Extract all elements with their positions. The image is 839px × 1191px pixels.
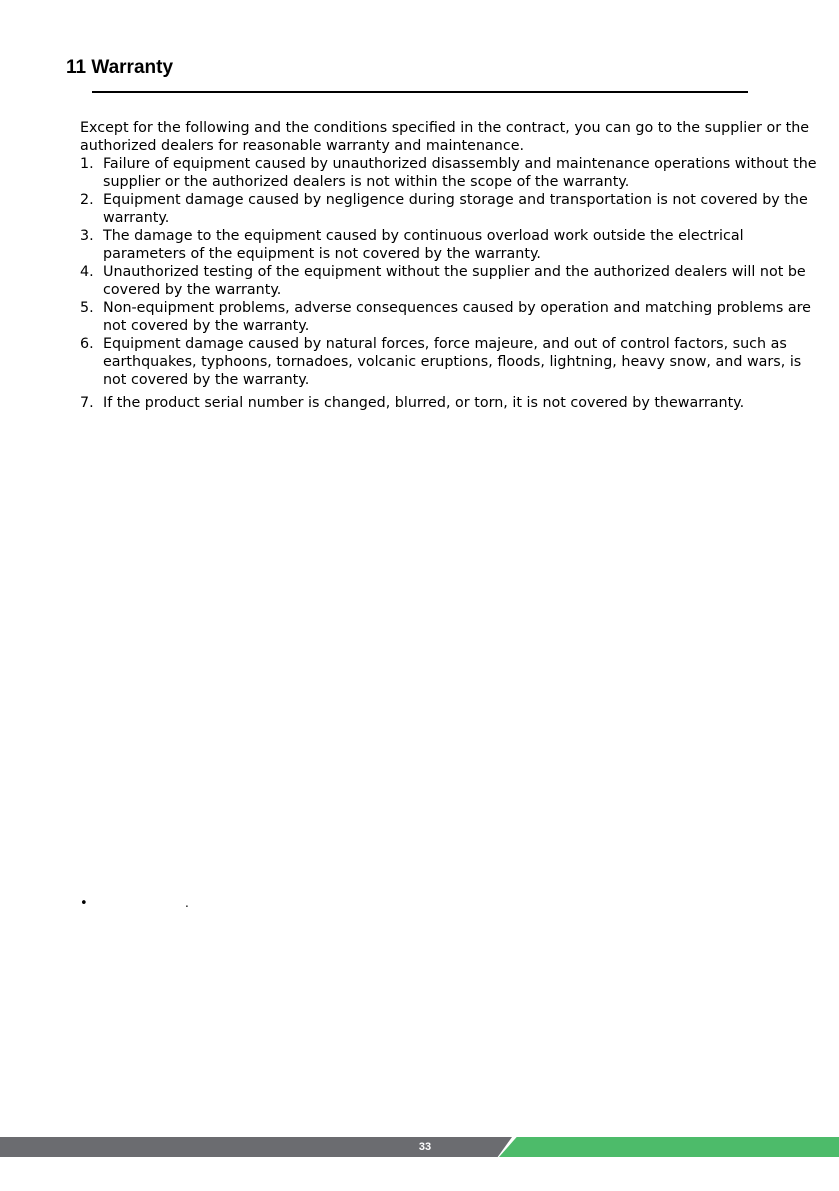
warranty-body bbox=[80, 119, 825, 412]
list-item bbox=[80, 263, 825, 299]
list-item-text: Unauthorized testing of the equipment without the supplier and the authorized dealers will not be covered by the warranty. bbox=[103, 264, 806, 298]
list-item-text: If the product serial number is changed, blurred, or torn, it is not covered by thewarranty. bbox=[103, 395, 745, 411]
list-item bbox=[80, 155, 825, 191]
list-item bbox=[80, 191, 825, 227]
list-item bbox=[80, 227, 825, 263]
list-item-text: Non-equipment problems, adverse consequences caused by operation and matching problems are not covered by the warranty. bbox=[103, 300, 811, 334]
stray-bullet-line bbox=[80, 896, 280, 916]
list-item-number: 7. bbox=[80, 395, 94, 411]
stray-period: . bbox=[185, 896, 189, 910]
footer-green-band bbox=[499, 1137, 839, 1157]
intro-paragraph: Except for the following and the conditions specified in the contract, you can go to the supplier or the authorized dealers for reasonable warranty and maintenance. bbox=[80, 120, 810, 154]
page-number: 33 bbox=[418, 1141, 432, 1153]
warranty-exclusion-list bbox=[80, 155, 825, 412]
list-item-text: Equipment damage caused by natural forces, force majeure, and out of control factors, such as earthquakes, typhoons, tornadoes, volcanic eruptions, floods, lightning, heavy snow, and wars, is not covered by the warranty. bbox=[103, 336, 802, 388]
title-divider bbox=[92, 91, 748, 93]
page-title: 11 Warranty bbox=[66, 57, 174, 78]
list-item-text: Equipment damage caused by negligence during storage and transportation is not covered by the warranty. bbox=[103, 192, 808, 226]
list-item bbox=[80, 299, 825, 335]
list-item-text: Failure of equipment caused by unauthorized disassembly and maintenance operations without the supplier or the authorized dealers is not within the scope of the warranty. bbox=[103, 156, 817, 190]
list-item-number: 1. bbox=[80, 156, 94, 172]
list-item-text: The damage to the equipment caused by continuous overload work outside the electrical parameters of the equipment is not covered by the warranty. bbox=[103, 228, 744, 262]
list-item bbox=[80, 394, 825, 412]
list-item-number: 2. bbox=[80, 192, 94, 208]
list-item bbox=[80, 335, 825, 389]
list-item-number: 3. bbox=[80, 228, 94, 244]
list-item-number: 6. bbox=[80, 336, 94, 352]
list-item-number: 4. bbox=[80, 264, 94, 280]
list-item-number: 5. bbox=[80, 300, 94, 316]
bullet-glyph: • bbox=[80, 896, 88, 911]
page-footer bbox=[0, 1137, 839, 1157]
